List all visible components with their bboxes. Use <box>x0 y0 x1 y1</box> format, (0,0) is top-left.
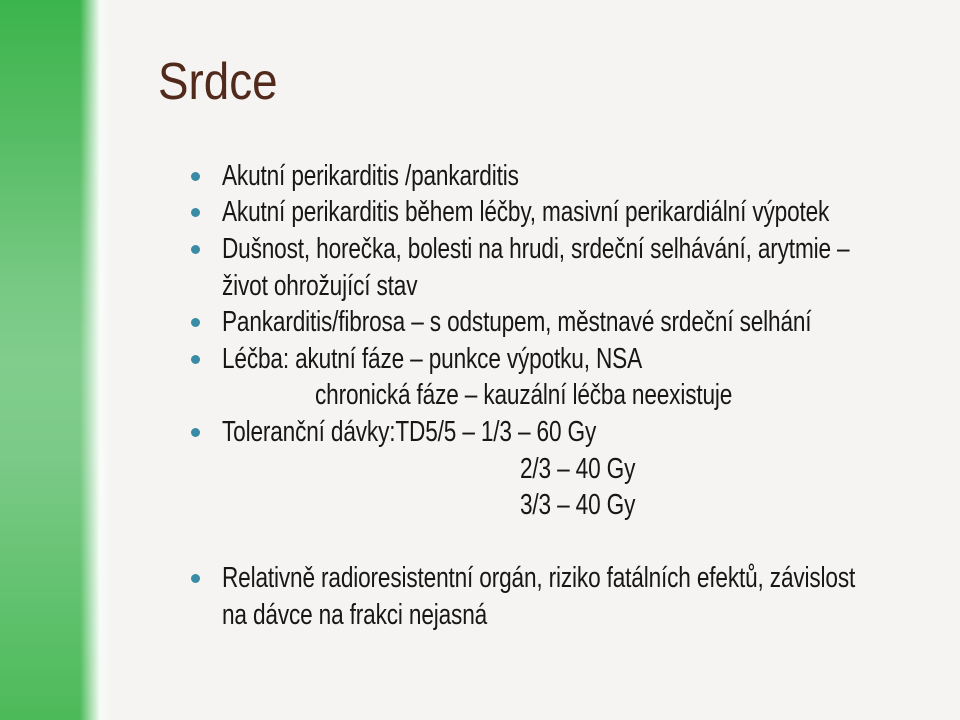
bullet-item <box>191 304 951 341</box>
bullet-dot-icon <box>191 561 222 598</box>
bullet-text <box>222 341 761 378</box>
text-line: 3/3 – 40 Gy <box>520 489 636 522</box>
bullet-text <box>222 231 960 304</box>
bullet-item <box>191 195 951 232</box>
continuation-item <box>191 378 951 415</box>
continuation-item <box>191 451 951 488</box>
text-line: na dávce na frakci nejasná <box>222 598 488 631</box>
green-gradient-sidebar <box>0 0 112 720</box>
bullet-text <box>222 414 702 451</box>
bullet-dot-icon <box>191 195 222 232</box>
bullet-dot-icon <box>191 341 222 378</box>
bullet-item <box>191 414 951 451</box>
bullet-dot-icon <box>191 414 222 451</box>
text-line: chronická fáze – kauzální léčba neexistuje <box>315 379 733 412</box>
bullet-text <box>222 158 602 195</box>
slide-title <box>158 52 294 112</box>
text-line: Dušnost, horečka, bolesti na hrudi, srdeční selhávání, arytmie – <box>222 232 850 265</box>
bullet-text <box>315 378 850 415</box>
bullet-text <box>222 195 960 232</box>
list-spacer <box>191 524 951 561</box>
text-line: Akutní perikarditis /pankarditis <box>222 159 519 192</box>
bullet-text <box>222 561 960 634</box>
text-line: život ohrožující stav <box>222 269 418 302</box>
bullet-text <box>520 487 668 524</box>
bullet-item <box>191 231 951 304</box>
text-line: Akutní perikarditis během léčby, masivní perikardiální výpotek <box>222 196 830 229</box>
continuation-item <box>191 487 951 524</box>
bullet-dot-icon <box>191 304 222 341</box>
text-line: 2/3 – 40 Gy <box>520 452 636 485</box>
text-line: Léčba: akutní fáze – punkce výpotku, NSA <box>222 342 643 375</box>
text-line: Relativně radioresistentní orgán, riziko fatálních efektů, závislost <box>222 562 856 595</box>
bullet-item <box>191 341 951 378</box>
text-line: Toleranční dávky:TD5/5 – 1/3 – 60 Gy <box>222 415 597 448</box>
bullet-list <box>191 158 951 634</box>
bullet-item <box>191 561 951 634</box>
bullet-dot-icon <box>191 231 222 268</box>
bullet-text <box>520 451 668 488</box>
bullet-item <box>191 158 951 195</box>
bullet-dot-icon <box>191 158 222 195</box>
text-line: Pankarditis/fibrosa – s odstupem, městnavé srdeční selhání <box>222 306 812 339</box>
slide-title-text: Srdce <box>158 53 278 111</box>
bullet-text <box>222 304 960 341</box>
